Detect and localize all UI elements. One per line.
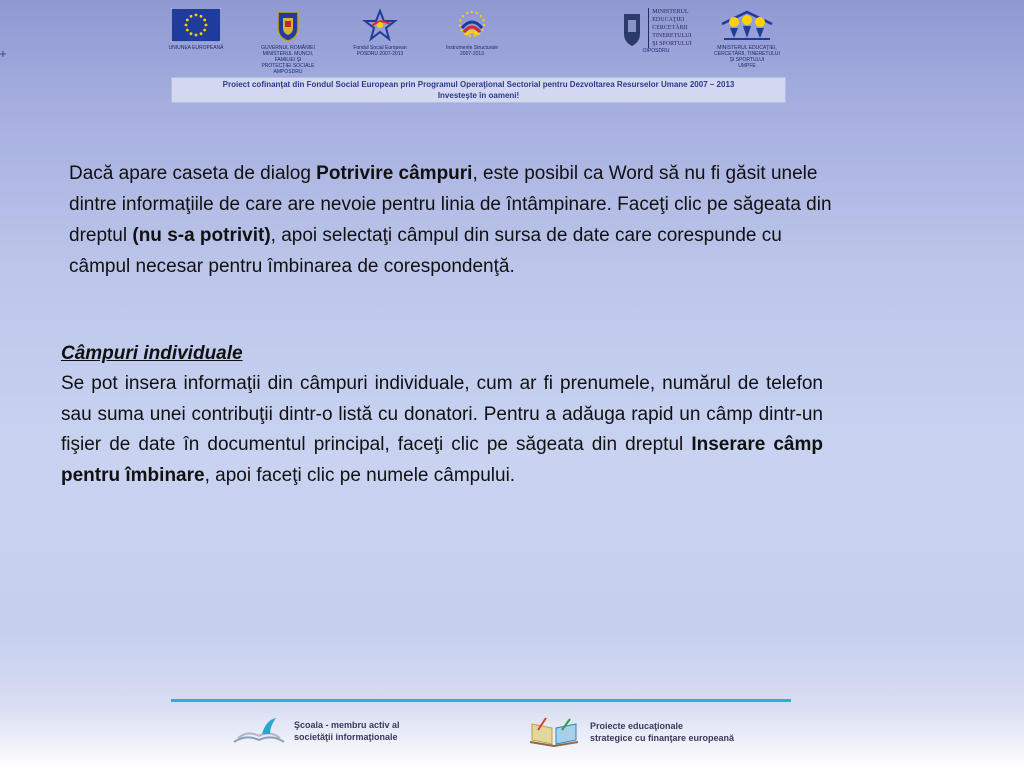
p1-text-c: , este posibil ca Word să nu fi găsit unele dintre informaţiile de care are nevoie pentru linia de întâmpinare. Faceţi clic pe săgeata din dreptul (69, 163, 832, 246)
footer-right-text (590, 720, 734, 744)
structural-instruments-icon (454, 8, 490, 42)
fse-logo (350, 8, 410, 57)
coat-of-arms-icon (275, 8, 301, 42)
fse-star-icon (362, 8, 398, 42)
footer-left-line-1: Şcoala - membru activ al (294, 720, 400, 730)
p2-text-a: Se pot insera informaţii din câmpuri individuale, cum ar fi prenumele, numărul de telefon sau suma unei contribuţii dintr-o listă cu donatori. Pentru a adăuga rapid un câmp dintr-un fişier de date în documentul principal, faceţi clic pe săgeata din dreptul (61, 373, 823, 455)
banner-line-1: Proiect cofinanţat din Fondul Social European prin Programul Operaţional Sectorial pentru Dezvoltarea Resurselor Umane 2007 – 2013 (222, 80, 735, 89)
p1-text-e: , apoi selectaţi câmpul din sursa de date care corespunde cu câmpul necesar pentru îmbinarea de corespondenţă. (69, 225, 782, 277)
colored-book-icon (526, 716, 582, 748)
instrumente-structurale-caption: Instrumente Structurale 2007-2013 (446, 45, 498, 57)
footer-right-line-2: strategice cu finanţare europeană (590, 733, 735, 743)
section-title-campuri: Câmpuri individuale (61, 343, 243, 364)
footer-right-line-1: Proiecte educaţionale (590, 721, 684, 731)
eu-flag-caption: UNIUNEA EUROPEANĂ (168, 45, 224, 51)
individual-fields-paragraph (61, 369, 823, 491)
p2-bold-inserare: Inserare câmp pentru îmbinare (61, 434, 823, 486)
cofinancing-banner (171, 77, 786, 103)
ministry-crest-icon (620, 8, 644, 48)
ministry-education-logo (616, 8, 696, 54)
fse-caption: Fondul Social European POSDRU 2007-2013 (353, 45, 407, 57)
header-logos (0, 0, 1024, 110)
umpfe-caption: MINISTERUL EDUCAȚIEI, CERCETĂRII, TINERETULUI ȘI SPORTULUI UMPFE (714, 45, 780, 69)
footer-left (232, 716, 400, 746)
ministry-name-text: MINISTERUL EDUCAŢIEI CERCETĂRII TINERETULUI ŞI SPORTULUI (648, 8, 691, 48)
instrumente-structurale-logo (442, 8, 502, 57)
footer-right (526, 716, 734, 748)
intro-paragraph (69, 158, 839, 282)
umpfe-logo (712, 8, 782, 69)
p1-bold-nepotrivit: (nu s-a potrivit) (132, 225, 271, 246)
eu-flag-icon (171, 8, 221, 42)
banner-line-2: Investeşte în oameni! (437, 91, 520, 100)
footer-left-text (294, 719, 400, 743)
romania-government-caption: GUVERNUL ROMÂNIEI MINISTERUL MUNCII, FAMILIEI ȘI PROTECȚIEI SOCIALE AMPOSDRU (261, 45, 315, 75)
ministry-education-caption: OIPOSDRU (642, 48, 670, 54)
umpfe-house-icon (716, 8, 778, 42)
p2-text-c: , apoi faceţi clic pe numele câmpului. (204, 464, 516, 486)
footer-divider (171, 699, 791, 702)
p1-bold-potrivire: Potrivire câmpuri (316, 163, 473, 184)
eu-flag-logo (168, 8, 224, 51)
footer-left-line-2: societăţii informaţionale (294, 732, 398, 742)
romania-government-logo (255, 8, 321, 75)
p1-text-a: Dacă apare caseta de dialog (69, 163, 317, 184)
open-book-icon (232, 716, 286, 746)
